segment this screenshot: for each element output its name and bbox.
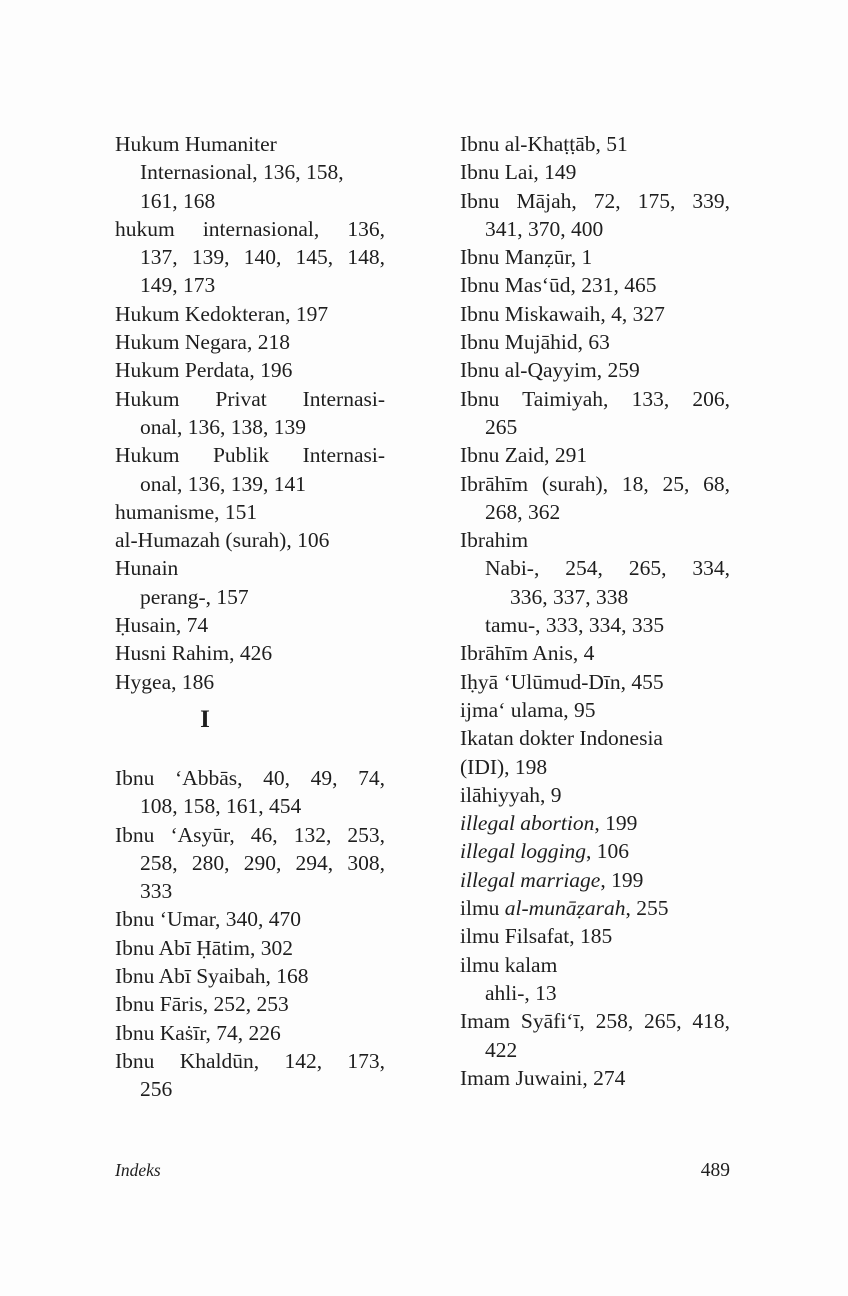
index-term-text: ilmu Filsafat, 185 [460, 924, 613, 949]
index-entry-line [115, 1019, 385, 1047]
index-term-text: ilāhiyyah, 9 [460, 782, 562, 807]
index-term-text: Ibnu ‘Asyūr, 46, 132, 253, [115, 822, 385, 847]
index-term-text: ahli-, 13 [485, 980, 557, 1005]
index-entry-line [460, 271, 730, 299]
index-term-text: Ibnu ‘Abbās, 40, 49, 74, [115, 765, 385, 790]
index-entry-line [115, 849, 385, 877]
index-term-text: perang-, 157 [140, 584, 249, 609]
index-term-text: 422 [485, 1037, 518, 1062]
index-entry-line [115, 1075, 385, 1103]
index-entry-line [115, 300, 385, 328]
index-entry [460, 271, 730, 299]
index-entry [115, 328, 385, 356]
index-entry [115, 526, 385, 554]
index-term-text: Hukum Publik Internasi- [115, 443, 385, 468]
index-term-text: 258, 280, 290, 294, 308, [140, 850, 385, 875]
index-term-text: Iḥyā ‘Ulūmud-Dīn, 455 [460, 669, 664, 694]
index-entry-line [460, 385, 730, 413]
index-term-text: , 106 [586, 839, 630, 864]
index-entry-line [115, 554, 385, 582]
index-entry-line [460, 753, 730, 781]
index-entry [460, 300, 730, 328]
index-term-text: al-Humazah (surah), 106 [115, 528, 330, 553]
index-term-text: Ibnu Abī Ḥātim, 302 [115, 935, 293, 960]
index-term-text: , 255 [625, 896, 669, 921]
index-entry [460, 809, 730, 837]
index-entry-line [115, 611, 385, 639]
index-entry [115, 962, 385, 990]
index-entry-line [115, 413, 385, 441]
index-entry-line [460, 328, 730, 356]
footer-section-label: Indeks [115, 1160, 161, 1180]
index-entry [115, 764, 385, 821]
index-column-left [115, 130, 385, 1104]
index-entry [460, 951, 730, 1008]
index-entry-line [115, 668, 385, 696]
index-entry [115, 356, 385, 384]
index-entry [460, 158, 730, 186]
index-entry-line [115, 764, 385, 792]
index-entry [115, 639, 385, 667]
index-entry-line [460, 158, 730, 186]
index-term-text: Imam Syāfi‘ī, 258, 265, 418, [460, 1009, 730, 1034]
index-term-text: Husni Rahim, 426 [115, 641, 273, 666]
index-entry-line [115, 1047, 385, 1075]
index-term-text: 341, 370, 400 [485, 216, 604, 241]
index-entry-line [460, 498, 730, 526]
index-entry-line [115, 187, 385, 215]
index-term-text: onal, 136, 139, 141 [140, 471, 307, 496]
index-entry-line [460, 696, 730, 724]
index-entry-line [460, 866, 730, 894]
index-entry-line [115, 385, 385, 413]
index-entry-line [460, 639, 730, 667]
index-entry [115, 905, 385, 933]
index-entry-line [460, 951, 730, 979]
index-entry [460, 385, 730, 442]
index-entry-line [115, 470, 385, 498]
index-entry-line [115, 877, 385, 905]
index-entry-line [460, 356, 730, 384]
index-entry-line [115, 583, 385, 611]
index-term-text: Ibnu Lai, 149 [460, 160, 577, 185]
index-term-text: Hukum Humaniter [115, 132, 277, 156]
index-entry [115, 934, 385, 962]
index-entry [115, 130, 385, 215]
index-entry-line [460, 1007, 730, 1035]
index-entry [460, 724, 730, 781]
index-entry-line [115, 215, 385, 243]
index-entry [115, 821, 385, 906]
index-term-text: ilmu kalam [460, 952, 558, 977]
index-term-text: Ibnu ‘Umar, 340, 470 [115, 907, 302, 932]
index-term-text: Hunain [115, 556, 179, 581]
index-entry-line [460, 554, 730, 582]
index-entry [460, 696, 730, 724]
index-entry [115, 668, 385, 696]
index-entry-line [460, 781, 730, 809]
index-entry [115, 300, 385, 328]
index-entry-line [460, 413, 730, 441]
index-entry [115, 1019, 385, 1047]
index-term-text: onal, 136, 138, 139 [140, 414, 307, 439]
index-entry-line [460, 894, 730, 922]
index-entry-line [115, 441, 385, 469]
index-term-text: Ibrahim [460, 528, 529, 553]
index-term-text: Ibnu Fāris, 252, 253 [115, 992, 289, 1017]
index-term-text: 333 [140, 879, 173, 904]
index-entry-line [460, 668, 730, 696]
index-entry-line [115, 271, 385, 299]
index-term-text: 108, 158, 161, 454 [140, 794, 302, 819]
index-term-text: Hygea, 186 [115, 669, 215, 694]
index-entry [460, 894, 730, 922]
index-entry-line [460, 1064, 730, 1092]
index-entry-line [115, 905, 385, 933]
index-entry-line [460, 979, 730, 1007]
index-term-italic: al-munāẓarah [504, 896, 626, 921]
index-entry-line [115, 158, 385, 186]
index-term-text: , 199 [594, 811, 638, 836]
index-entry [115, 1047, 385, 1104]
index-term-text: Ikatan dokter Indonesia [460, 726, 663, 751]
index-entry [460, 441, 730, 469]
index-entry-line [115, 962, 385, 990]
index-term-text: Ibnu al-Qayyim, 259 [460, 358, 640, 383]
index-entry [460, 526, 730, 639]
index-term-text: Ibnu Miskawaih, 4, 327 [460, 301, 665, 326]
index-entry [460, 837, 730, 865]
index-term-text: Ibnu Mājah, 72, 175, 339, [460, 188, 730, 213]
index-entry [115, 215, 385, 300]
index-term-text: hukum internasional, 136, [115, 216, 385, 241]
index-entry-line [460, 300, 730, 328]
index-entry [115, 385, 385, 442]
index-entry-line [460, 470, 730, 498]
index-entry-line [115, 990, 385, 1018]
index-term-text: Internasional, 136, 158, [140, 160, 344, 185]
index-entry-line [115, 356, 385, 384]
index-entry-line [115, 526, 385, 554]
index-entry [115, 554, 385, 611]
index-term-italic: illegal abortion [460, 811, 595, 836]
index-entry [460, 356, 730, 384]
index-entry [115, 441, 385, 498]
index-entry [460, 130, 730, 158]
index-term-text: Ibnu Zaid, 291 [460, 443, 588, 468]
index-term-text: 149, 173 [140, 273, 216, 298]
index-entry-line [460, 837, 730, 865]
index-entry-line [460, 583, 730, 611]
index-entry-line [460, 724, 730, 752]
index-term-text: Ibrāhīm (surah), 18, 25, 68, [460, 471, 730, 496]
index-entry-line [460, 1036, 730, 1064]
index-term-italic: illegal marriage [460, 867, 601, 892]
index-entry-line [115, 328, 385, 356]
index-term-text: (IDI), 198 [460, 754, 548, 779]
index-term-text: Ibnu Kaṡīr, 74, 226 [115, 1020, 281, 1045]
index-term-text: tamu-, 333, 334, 335 [485, 613, 665, 638]
page-footer [115, 1160, 730, 1182]
index-entry-line [115, 821, 385, 849]
index-term-text: Hukum Kedokteran, 197 [115, 301, 329, 326]
section-letter-heading: I [200, 705, 210, 733]
index-entry-line [460, 809, 730, 837]
index-entry [460, 668, 730, 696]
index-entry [460, 866, 730, 894]
index-term-text: Ibnu Mujāhid, 63 [460, 330, 610, 355]
index-entry-line [460, 187, 730, 215]
index-entry [460, 922, 730, 950]
index-entry [115, 611, 385, 639]
index-term-text: Nabi-, 254, 265, 334, [485, 556, 730, 581]
index-term-text: Ibnu Mas‘ūd, 231, 465 [460, 273, 657, 298]
index-entry [460, 470, 730, 527]
index-term-text: ijma‘ ulama, 95 [460, 697, 596, 722]
index-term-text: 268, 362 [485, 499, 561, 524]
index-term-text: Ibnu Abī Syaibah, 168 [115, 964, 309, 989]
index-entry-line [115, 498, 385, 526]
index-entry-line [460, 526, 730, 554]
index-entry-line [460, 243, 730, 271]
index-term-text: 336, 337, 338 [510, 584, 629, 609]
index-entry-line [115, 639, 385, 667]
index-entry [460, 187, 730, 244]
index-entry [460, 328, 730, 356]
index-entry [460, 1064, 730, 1092]
index-entry-line [115, 792, 385, 820]
index-term-text: Hukum Privat Internasi- [115, 386, 385, 411]
index-term-text: Ibrāhīm Anis, 4 [460, 641, 595, 666]
footer-page-number: 489 [700, 1160, 730, 1181]
index-term-italic: illegal logging [460, 839, 587, 864]
index-entry-line [460, 130, 730, 158]
index-entry-line [115, 243, 385, 271]
index-term-text: Ibnu Khaldūn, 142, 173, [115, 1048, 385, 1073]
index-term-text: , 199 [600, 867, 644, 892]
index-term-text: Ibnu Taimiyah, 133, 206, [460, 386, 730, 411]
index-term-text: 265 [485, 414, 518, 439]
index-term-text: Imam Juwaini, 274 [460, 1065, 626, 1090]
index-term-text: Ibnu al-Khaṭṭāb, 51 [460, 132, 628, 156]
index-entry [460, 639, 730, 667]
index-term-text: Hukum Negara, 218 [115, 330, 290, 355]
index-term-text: 137, 139, 140, 145, 148, [140, 245, 385, 270]
index-term-text: Ibnu Manẓūr, 1 [460, 245, 593, 270]
index-entry-line [460, 215, 730, 243]
index-term-text: Ḥusain, 74 [115, 613, 209, 638]
index-entry-line [460, 922, 730, 950]
index-column-right [460, 130, 730, 1092]
index-entry [460, 1007, 730, 1064]
index-entry-line [460, 611, 730, 639]
index-entry [115, 498, 385, 526]
index-term-text: humanisme, 151 [115, 499, 258, 524]
index-entry-line [115, 130, 385, 158]
index-entry [460, 243, 730, 271]
index-term-text: 256 [140, 1077, 173, 1102]
index-term-text: ilmu [460, 896, 505, 921]
index-term-text: 161, 168 [140, 188, 216, 213]
index-entry [460, 781, 730, 809]
index-entry-line [460, 441, 730, 469]
index-entry [115, 990, 385, 1018]
index-entry-line [115, 934, 385, 962]
index-term-text: Hukum Perdata, 196 [115, 358, 293, 383]
